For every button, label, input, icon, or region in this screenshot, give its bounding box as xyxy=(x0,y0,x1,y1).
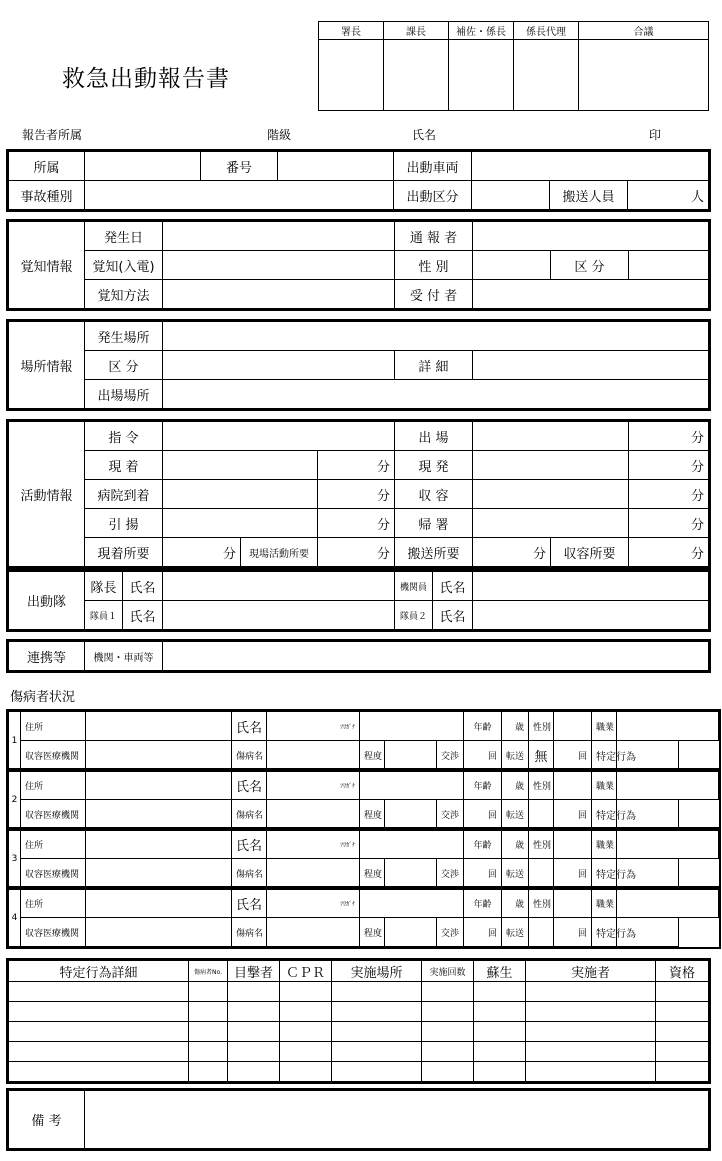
detail-row xyxy=(9,1062,709,1082)
reporter-affiliation-label: 報告者所属 xyxy=(22,128,83,142)
patient-specific-act-label: 特定行為 xyxy=(592,800,617,829)
patient-name-field[interactable] xyxy=(360,712,464,741)
patient-address-field[interactable] xyxy=(86,771,232,800)
detail-cell[interactable] xyxy=(9,1042,189,1062)
hospital-arrival-field[interactable] xyxy=(163,480,318,509)
patient-negotiation-times[interactable]: 回 xyxy=(464,918,502,947)
patient-table xyxy=(8,829,719,888)
leave-scene-minute[interactable]: 分 xyxy=(629,451,709,480)
member1-name-field[interactable] xyxy=(163,601,395,630)
occurrence-date-label: 発生日 xyxy=(85,222,163,251)
patient-kana-label: ﾌﾘｶﾞﾅ xyxy=(267,889,360,918)
detail-cell[interactable] xyxy=(474,1002,526,1022)
patient-transfer-times[interactable]: 回 xyxy=(554,918,592,947)
detail-cell[interactable] xyxy=(280,1022,332,1042)
affiliation-label: 所属 xyxy=(9,152,85,181)
patient-name-field[interactable] xyxy=(360,771,464,800)
patient-address-field[interactable] xyxy=(86,712,232,741)
patient-address-label: 住所 xyxy=(21,830,86,859)
detail-cell[interactable] xyxy=(474,982,526,1002)
detail-row xyxy=(9,982,709,1002)
patient-transfer-times[interactable]: 回 xyxy=(554,800,592,829)
detail-cell[interactable] xyxy=(526,1042,656,1062)
detail-cell[interactable] xyxy=(474,1062,526,1082)
patient-name-label: 氏名 xyxy=(232,889,267,918)
patient-table xyxy=(8,888,719,947)
hospital-arrival-minute[interactable]: 分 xyxy=(318,480,395,509)
detail-cell[interactable] xyxy=(656,1042,709,1062)
member2-label: 隊員２ xyxy=(395,601,433,630)
detail-cell[interactable] xyxy=(332,1002,422,1022)
patient-table xyxy=(8,711,719,770)
approval-header-section-chief: 課長 xyxy=(384,22,449,40)
patient-age-label: 年齢 xyxy=(464,889,502,918)
detail-cell[interactable] xyxy=(9,1002,189,1022)
detail-cell[interactable] xyxy=(422,1022,474,1042)
accident-type-label: 事故種別 xyxy=(9,181,85,210)
patient-transfer-label: 転送 xyxy=(502,800,529,829)
remarks-table xyxy=(8,1090,709,1149)
patient-kana-label: ﾌﾘｶﾞﾅ xyxy=(267,830,360,859)
sex-label: 性 別 xyxy=(395,251,473,280)
patient-age-label: 年齢 xyxy=(464,771,502,800)
detail-cell[interactable] xyxy=(526,982,656,1002)
patient-address-label: 住所 xyxy=(21,712,86,741)
number-field[interactable] xyxy=(278,152,394,181)
patient-severity-label: 程度 xyxy=(360,918,385,947)
arrival-minute[interactable]: 分 xyxy=(318,451,395,480)
engineer-label: 機関員 xyxy=(395,572,433,601)
detail-cell[interactable] xyxy=(332,1042,422,1062)
detail-cell[interactable] xyxy=(280,1042,332,1062)
patient-negotiation-times[interactable]: 回 xyxy=(464,741,502,770)
cooperation-table xyxy=(8,641,709,671)
detail-cell[interactable] xyxy=(228,1042,280,1062)
vehicle-label: 出動車両 xyxy=(394,152,472,181)
patient-sex-label: 性別 xyxy=(529,771,554,800)
detail-cell[interactable] xyxy=(228,1022,280,1042)
detail-field[interactable] xyxy=(473,351,709,380)
patients-container xyxy=(8,711,708,947)
order-label: 指 令 xyxy=(85,422,163,451)
activity-section-label: 活動情報 xyxy=(9,422,85,567)
detail-cell[interactable] xyxy=(474,1022,526,1042)
scene-activity-time-label: 現場活動所要 xyxy=(241,538,318,567)
captain-name-field[interactable] xyxy=(163,572,395,601)
patient-specific-act-label: 特定行為 xyxy=(592,741,617,770)
detail-cell[interactable] xyxy=(422,982,474,1002)
return-field[interactable] xyxy=(473,509,629,538)
patient-transfer-field[interactable]: 無 xyxy=(529,741,554,770)
receiver-label: 受 付 者 xyxy=(395,280,473,309)
class-label: 区 分 xyxy=(551,251,629,280)
agency-field[interactable] xyxy=(163,642,709,671)
order-field[interactable] xyxy=(163,422,395,451)
patient-transfer-times[interactable]: 回 xyxy=(554,741,592,770)
patient-occupation-field[interactable] xyxy=(617,830,719,859)
time-to-scene-minute[interactable]: 分 xyxy=(163,538,241,567)
patient-transfer-label: 転送 xyxy=(502,918,529,947)
patient-address-field[interactable] xyxy=(86,830,232,859)
patient-name-field[interactable] xyxy=(360,889,464,918)
patient-address-label: 住所 xyxy=(21,771,86,800)
awareness-call-label: 覚知(入電) xyxy=(85,251,163,280)
patient-negotiation-label: 交渉 xyxy=(437,741,464,770)
detail-header-place: 実施場所 xyxy=(332,961,422,982)
detail-cell[interactable] xyxy=(9,1022,189,1042)
patient-diagnosis-field[interactable] xyxy=(267,800,360,829)
reporter-rank-label: 階級 xyxy=(267,128,292,142)
specific-act-detail-table xyxy=(8,960,709,1082)
detail-cell[interactable] xyxy=(422,1042,474,1062)
detail-cell[interactable] xyxy=(189,982,228,1002)
patient-hospital-field[interactable] xyxy=(86,741,232,770)
patient-occupation-field[interactable] xyxy=(617,712,719,741)
patient-severity-field[interactable] xyxy=(385,800,437,829)
agency-label: 機関・車両等 xyxy=(85,642,163,671)
patient-sex-field[interactable] xyxy=(554,889,592,918)
patient-severity-label: 程度 xyxy=(360,741,385,770)
approval-header-council: 合議 xyxy=(579,22,709,40)
detail-cell[interactable] xyxy=(332,1062,422,1082)
detail-cell[interactable] xyxy=(228,982,280,1002)
dispatch-class-field[interactable] xyxy=(472,181,550,210)
departure-field[interactable] xyxy=(473,422,629,451)
detail-cell[interactable] xyxy=(332,982,422,1002)
patient-name-field[interactable] xyxy=(360,830,464,859)
patient-table xyxy=(8,770,719,829)
patient-address-field[interactable] xyxy=(86,889,232,918)
patient-transfer-field[interactable] xyxy=(529,800,554,829)
return-label: 帰 署 xyxy=(395,509,473,538)
patient-diagnosis-label: 傷病名 xyxy=(232,918,267,947)
patient-diagnosis-label: 傷病名 xyxy=(232,859,267,888)
patient-diagnosis-label: 傷病名 xyxy=(232,741,267,770)
patient-name-label: 氏名 xyxy=(232,712,267,741)
patient-occupation-field[interactable] xyxy=(617,889,719,918)
engineer-name-field[interactable] xyxy=(473,572,709,601)
patient-severity-label: 程度 xyxy=(360,859,385,888)
patient-transfer-field[interactable] xyxy=(529,918,554,947)
patient-hospital-label: 収容医療機関 xyxy=(21,800,86,829)
detail-cell[interactable] xyxy=(656,1062,709,1082)
approval-stamp-cell[interactable] xyxy=(514,40,579,111)
patient-sex-label: 性別 xyxy=(529,889,554,918)
patient-name-label: 氏名 xyxy=(232,830,267,859)
affiliation-field[interactable] xyxy=(85,152,201,181)
patient-years-unit[interactable]: 歳 xyxy=(502,889,529,918)
awareness-section-label: 覚知情報 xyxy=(9,222,85,309)
detail-cell[interactable] xyxy=(526,1062,656,1082)
crew-section-label: 出動隊 xyxy=(9,572,85,630)
detail-row xyxy=(9,1042,709,1062)
patient-hospital-field[interactable] xyxy=(86,800,232,829)
detail-cell[interactable] xyxy=(189,1002,228,1022)
reporter-name-label: 氏名 xyxy=(412,128,437,142)
withdrawal-field[interactable] xyxy=(163,509,318,538)
person-unit[interactable]: 人 xyxy=(628,181,709,210)
patient-occupation-label: 職業 xyxy=(592,712,617,741)
awareness-table xyxy=(8,221,709,309)
detail-cell[interactable] xyxy=(422,1002,474,1022)
patient-hospital-field[interactable] xyxy=(86,859,232,888)
detail-cell[interactable] xyxy=(280,1062,332,1082)
engineer-name-label: 氏名 xyxy=(433,572,473,601)
detail-header-witness: 目撃者 xyxy=(228,961,280,982)
patient-specific-act-label: 特定行為 xyxy=(592,859,617,888)
patient-diagnosis-field[interactable] xyxy=(267,918,360,947)
return-minute[interactable]: 分 xyxy=(629,509,709,538)
withdrawal-minute[interactable]: 分 xyxy=(318,509,395,538)
patient-hospital-label: 収容医療機関 xyxy=(21,859,86,888)
detail-cell[interactable] xyxy=(474,1042,526,1062)
receiver-field[interactable] xyxy=(473,280,709,309)
approval-stamp-cell[interactable] xyxy=(319,40,384,111)
admission-time-minute[interactable]: 分 xyxy=(629,538,709,567)
patient-diagnosis-field[interactable] xyxy=(267,741,360,770)
detail-cell[interactable] xyxy=(228,1062,280,1082)
admission-minute[interactable]: 分 xyxy=(629,480,709,509)
leave-scene-label: 現 発 xyxy=(395,451,473,480)
patient-occupation-label: 職業 xyxy=(592,889,617,918)
accident-type-field[interactable] xyxy=(85,181,394,210)
detail-cell[interactable] xyxy=(332,1022,422,1042)
detail-cell[interactable] xyxy=(189,1022,228,1042)
detail-cell[interactable] xyxy=(526,1022,656,1042)
patient-negotiation-label: 交渉 xyxy=(437,859,464,888)
captain-label: 隊長 xyxy=(85,572,123,601)
patient-number: 2 xyxy=(9,771,21,829)
patient-age-label: 年齢 xyxy=(464,830,502,859)
patient-sex-field[interactable] xyxy=(554,771,592,800)
patient-severity-label: 程度 xyxy=(360,800,385,829)
admission-field[interactable] xyxy=(473,480,629,509)
patient-age-label: 年齢 xyxy=(464,712,502,741)
crew-table xyxy=(8,571,709,630)
detail-cell[interactable] xyxy=(280,982,332,1002)
detail-cell[interactable] xyxy=(656,1022,709,1042)
member1-name-label: 氏名 xyxy=(123,601,163,630)
detail-cell[interactable] xyxy=(422,1062,474,1082)
approval-header-chief: 署長 xyxy=(319,22,384,40)
detail-header-qualification: 資格 xyxy=(656,961,709,982)
admission-label: 収 容 xyxy=(395,480,473,509)
class-field[interactable] xyxy=(629,251,709,280)
patient-negotiation-times[interactable]: 回 xyxy=(464,800,502,829)
patient-name-label: 氏名 xyxy=(232,771,267,800)
detail-row xyxy=(9,1002,709,1022)
patient-transfer-times[interactable]: 回 xyxy=(554,859,592,888)
detail-cell[interactable] xyxy=(656,982,709,1002)
detail-header-count: 実施回数 xyxy=(422,961,474,982)
patient-transfer-field[interactable] xyxy=(529,859,554,888)
transport-time-minute[interactable]: 分 xyxy=(473,538,551,567)
detail-label: 詳 細 xyxy=(395,351,473,380)
patient-occupation-field[interactable] xyxy=(617,771,719,800)
patient-diagnosis-field[interactable] xyxy=(267,859,360,888)
scene-activity-minute[interactable]: 分 xyxy=(318,538,395,567)
detail-header-cpr: ＣＰＲ xyxy=(280,961,332,982)
patient-negotiation-times[interactable]: 回 xyxy=(464,859,502,888)
detail-cell[interactable] xyxy=(526,1002,656,1022)
transport-time-label: 搬送所要 xyxy=(395,538,473,567)
departure-place-label: 出場場所 xyxy=(85,380,163,409)
detail-cell[interactable] xyxy=(656,1002,709,1022)
page-title: 救急出動報告書 xyxy=(62,66,230,92)
patient-transfer-label: 転送 xyxy=(502,741,529,770)
captain-name-label: 氏名 xyxy=(123,572,163,601)
patient-sex-field[interactable] xyxy=(554,712,592,741)
arrival-field[interactable] xyxy=(163,451,318,480)
approval-stamp-cell[interactable] xyxy=(449,40,514,111)
dispatch-class-label: 出動区分 xyxy=(394,181,472,210)
patient-severity-field[interactable] xyxy=(385,859,437,888)
location-class-field[interactable] xyxy=(163,351,395,380)
number-label: 番号 xyxy=(201,152,278,181)
location-section-label: 場所情報 xyxy=(9,322,85,409)
occurrence-place-field[interactable] xyxy=(163,322,709,351)
patient-years-unit[interactable]: 歳 xyxy=(502,830,529,859)
location-class-label: 区 分 xyxy=(85,351,163,380)
patient-hospital-label: 収容医療機関 xyxy=(21,918,86,947)
awareness-method-label: 覚知方法 xyxy=(85,280,163,309)
departure-place-field[interactable] xyxy=(163,380,709,409)
patient-sex-label: 性別 xyxy=(529,830,554,859)
detail-row xyxy=(9,1022,709,1042)
patient-diagnosis-label: 傷病名 xyxy=(232,800,267,829)
member1-label: 隊員１ xyxy=(85,601,123,630)
hospital-arrival-label: 病院到着 xyxy=(85,480,163,509)
patient-sex-field[interactable] xyxy=(554,830,592,859)
approval-stamp-cell[interactable] xyxy=(579,40,709,111)
patient-hospital-field[interactable] xyxy=(86,918,232,947)
detail-cell[interactable] xyxy=(189,1042,228,1062)
occurrence-date-field[interactable] xyxy=(163,222,395,251)
transported-label: 搬送人員 xyxy=(550,181,628,210)
location-table xyxy=(8,321,709,409)
approval-stamp-cell[interactable] xyxy=(384,40,449,111)
detail-cell[interactable] xyxy=(9,982,189,1002)
basic-info-table xyxy=(8,151,709,210)
detail-header-specific-act: 特定行為詳細 xyxy=(9,961,189,982)
patient-number: 3 xyxy=(9,830,21,888)
patient-address-label: 住所 xyxy=(21,889,86,918)
patient-occupation-label: 職業 xyxy=(592,771,617,800)
sex-field[interactable] xyxy=(473,251,551,280)
approval-header-deputy: 係長代理 xyxy=(514,22,579,40)
patient-severity-field[interactable] xyxy=(385,741,437,770)
patient-kana-label: ﾌﾘｶﾞﾅ xyxy=(267,771,360,800)
departure-minute[interactable]: 分 xyxy=(629,422,709,451)
detail-header-performer: 実施者 xyxy=(526,961,656,982)
activity-table xyxy=(8,421,709,567)
occurrence-place-label: 発生場所 xyxy=(85,322,163,351)
patient-number: 1 xyxy=(9,712,21,770)
departure-label: 出 場 xyxy=(395,422,473,451)
patient-transfer-label: 転送 xyxy=(502,859,529,888)
reporter-field[interactable] xyxy=(473,222,709,251)
member2-name-field[interactable] xyxy=(473,601,709,630)
admission-time-label: 収容所要 xyxy=(551,538,629,567)
patient-severity-field[interactable] xyxy=(385,918,437,947)
patient-number: 4 xyxy=(9,889,21,947)
detail-cell[interactable] xyxy=(189,1062,228,1082)
patient-sex-label: 性別 xyxy=(529,712,554,741)
remarks-label: 備 考 xyxy=(9,1091,85,1149)
patients-title: 傷病者状況 xyxy=(10,690,76,705)
detail-cell[interactable] xyxy=(280,1002,332,1022)
remarks-field[interactable] xyxy=(85,1091,709,1149)
patient-negotiation-label: 交渉 xyxy=(437,800,464,829)
arrival-label: 現 着 xyxy=(85,451,163,480)
patient-specific-act-label: 特定行為 xyxy=(592,918,617,947)
approval-table xyxy=(318,21,709,111)
patient-occupation-label: 職業 xyxy=(592,830,617,859)
patient-kana-label: ﾌﾘｶﾞﾅ xyxy=(267,712,360,741)
awareness-method-field[interactable] xyxy=(163,280,395,309)
patient-years-unit[interactable]: 歳 xyxy=(502,712,529,741)
patient-hospital-label: 収容医療機関 xyxy=(21,741,86,770)
patient-years-unit[interactable]: 歳 xyxy=(502,771,529,800)
member2-name-label: 氏名 xyxy=(433,601,473,630)
vehicle-field[interactable] xyxy=(472,152,709,181)
leave-scene-field[interactable] xyxy=(473,451,629,480)
detail-cell[interactable] xyxy=(228,1002,280,1022)
cooperation-section-label: 連携等 xyxy=(9,642,85,671)
patient-negotiation-label: 交渉 xyxy=(437,918,464,947)
detail-header-patient-no: 傷病者No. xyxy=(189,961,228,982)
approval-header-assistant: 補佐・係長 xyxy=(449,22,514,40)
time-to-scene-label: 現着所要 xyxy=(85,538,163,567)
withdrawal-label: 引 揚 xyxy=(85,509,163,538)
reporter-label: 通 報 者 xyxy=(395,222,473,251)
detail-header-resuscitation: 蘇生 xyxy=(474,961,526,982)
detail-cell[interactable] xyxy=(9,1062,189,1082)
seal-label: 印 xyxy=(649,128,662,142)
awareness-call-field[interactable] xyxy=(163,251,395,280)
